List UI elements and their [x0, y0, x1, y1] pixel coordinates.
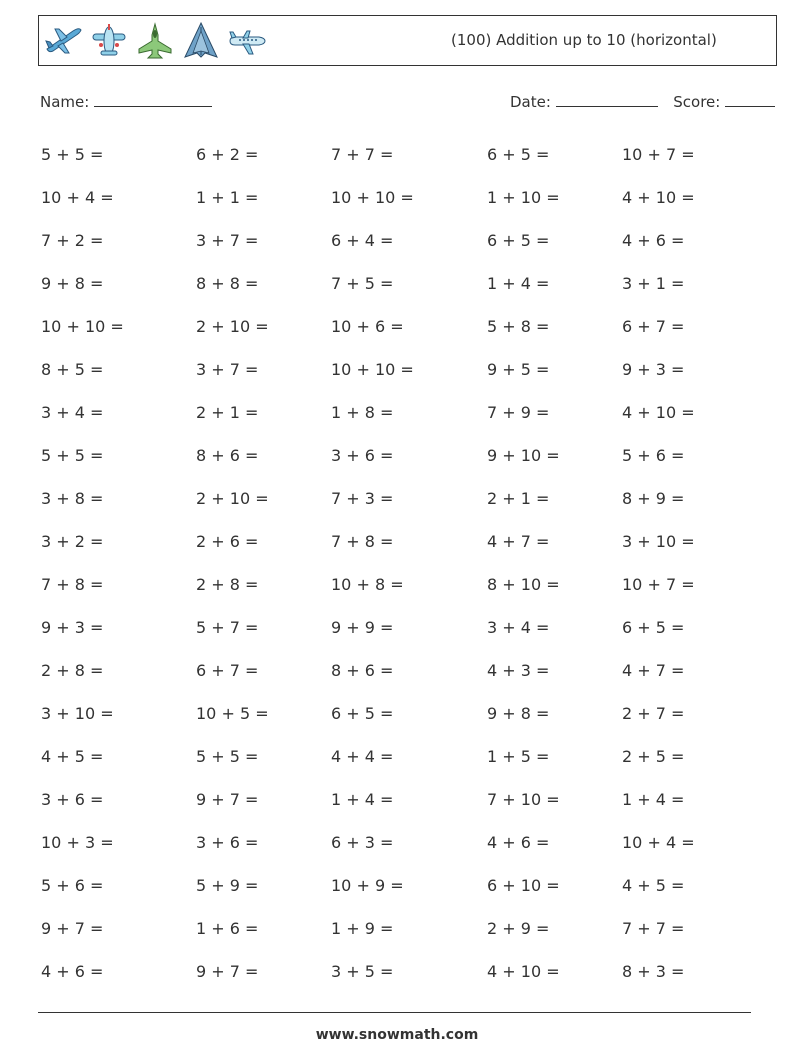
problem-r3-c5: 4 + 6 = [622, 231, 685, 250]
problem-r8-c4: 9 + 10 = [487, 446, 560, 465]
problem-r10-c5: 3 + 10 = [622, 532, 695, 551]
problem-r16-c5: 1 + 4 = [622, 790, 685, 809]
name-label: Name: [40, 93, 90, 111]
problem-r6-c1: 8 + 5 = [41, 360, 104, 379]
problem-r12-c5: 6 + 5 = [622, 618, 685, 637]
problem-r20-c2: 9 + 7 = [196, 962, 259, 981]
problem-r6-c3: 10 + 10 = [331, 360, 414, 379]
problem-r5-c3: 10 + 6 = [331, 317, 404, 336]
problem-r12-c1: 9 + 3 = [41, 618, 104, 637]
problem-r14-c3: 6 + 5 = [331, 704, 394, 723]
problem-r12-c3: 9 + 9 = [331, 618, 394, 637]
problem-r2-c2: 1 + 1 = [196, 188, 259, 207]
problem-r4-c1: 9 + 8 = [41, 274, 104, 293]
problem-r4-c4: 1 + 4 = [487, 274, 550, 293]
problem-r14-c1: 3 + 10 = [41, 704, 114, 723]
problem-r20-c5: 8 + 3 = [622, 962, 685, 981]
problem-r9-c2: 2 + 10 = [196, 489, 269, 508]
problem-r3-c4: 6 + 5 = [487, 231, 550, 250]
problem-r20-c4: 4 + 10 = [487, 962, 560, 981]
problem-r19-c1: 9 + 7 = [41, 919, 104, 938]
problem-r17-c1: 10 + 3 = [41, 833, 114, 852]
problem-r4-c3: 7 + 5 = [331, 274, 394, 293]
problem-r13-c3: 8 + 6 = [331, 661, 394, 680]
problem-r15-c4: 1 + 5 = [487, 747, 550, 766]
problem-r2-c1: 10 + 4 = [41, 188, 114, 207]
problem-r20-c1: 4 + 6 = [41, 962, 104, 981]
problem-r19-c4: 2 + 9 = [487, 919, 550, 938]
problem-r3-c2: 3 + 7 = [196, 231, 259, 250]
problem-r18-c5: 4 + 5 = [622, 876, 685, 895]
problem-r19-c2: 1 + 6 = [196, 919, 259, 938]
problem-r1-c4: 6 + 5 = [487, 145, 550, 164]
problem-r16-c1: 3 + 6 = [41, 790, 104, 809]
problem-r19-c5: 7 + 7 = [622, 919, 685, 938]
problem-r10-c1: 3 + 2 = [41, 532, 104, 551]
problem-r18-c2: 5 + 9 = [196, 876, 259, 895]
problem-r19-c3: 1 + 9 = [331, 919, 394, 938]
problem-r13-c5: 4 + 7 = [622, 661, 685, 680]
problem-r8-c3: 3 + 6 = [331, 446, 394, 465]
problem-r15-c1: 4 + 5 = [41, 747, 104, 766]
problem-r3-c1: 7 + 2 = [41, 231, 104, 250]
problem-r9-c3: 7 + 3 = [331, 489, 394, 508]
problem-r14-c2: 10 + 5 = [196, 704, 269, 723]
problem-r10-c2: 2 + 6 = [196, 532, 259, 551]
problem-r7-c2: 2 + 1 = [196, 403, 259, 422]
problem-r8-c2: 8 + 6 = [196, 446, 259, 465]
problem-r11-c3: 10 + 8 = [331, 575, 404, 594]
worksheet-title: (100) Addition up to 10 (horizontal) [451, 31, 717, 49]
problem-r14-c4: 9 + 8 = [487, 704, 550, 723]
problem-r16-c2: 9 + 7 = [196, 790, 259, 809]
problem-r17-c3: 6 + 3 = [331, 833, 394, 852]
problem-r18-c3: 10 + 9 = [331, 876, 404, 895]
problem-r1-c3: 7 + 7 = [331, 145, 394, 164]
problem-r3-c3: 6 + 4 = [331, 231, 394, 250]
problem-r20-c3: 3 + 5 = [331, 962, 394, 981]
problem-r1-c1: 5 + 5 = [41, 145, 104, 164]
problem-r9-c1: 3 + 8 = [41, 489, 104, 508]
problem-r16-c3: 1 + 4 = [331, 790, 394, 809]
problem-r17-c5: 10 + 4 = [622, 833, 695, 852]
problem-r13-c4: 4 + 3 = [487, 661, 550, 680]
problem-r1-c2: 6 + 2 = [196, 145, 259, 164]
problem-r9-c4: 2 + 1 = [487, 489, 550, 508]
problem-r16-c4: 7 + 10 = [487, 790, 560, 809]
problem-r7-c5: 4 + 10 = [622, 403, 695, 422]
problem-r13-c1: 2 + 8 = [41, 661, 104, 680]
problem-r11-c2: 2 + 8 = [196, 575, 259, 594]
problem-r11-c1: 7 + 8 = [41, 575, 104, 594]
problem-r18-c1: 5 + 6 = [41, 876, 104, 895]
problem-r7-c4: 7 + 9 = [487, 403, 550, 422]
problem-r14-c5: 2 + 7 = [622, 704, 685, 723]
problem-r2-c3: 10 + 10 = [331, 188, 414, 207]
problem-r17-c4: 4 + 6 = [487, 833, 550, 852]
footer-website: www.snowmath.com [315, 1027, 479, 1043]
problem-r10-c3: 7 + 8 = [331, 532, 394, 551]
problem-r2-c4: 1 + 10 = [487, 188, 560, 207]
problem-r15-c2: 5 + 5 = [196, 747, 259, 766]
problem-r5-c5: 6 + 7 = [622, 317, 685, 336]
problem-r11-c5: 10 + 7 = [622, 575, 695, 594]
problem-r15-c3: 4 + 4 = [331, 747, 394, 766]
problem-r2-c5: 4 + 10 = [622, 188, 695, 207]
problem-r13-c2: 6 + 7 = [196, 661, 259, 680]
date-label: Date: [510, 93, 551, 111]
problem-r18-c4: 6 + 10 = [487, 876, 560, 895]
problem-r9-c5: 8 + 9 = [622, 489, 685, 508]
problem-r4-c2: 8 + 8 = [196, 274, 259, 293]
problem-r8-c1: 5 + 5 = [41, 446, 104, 465]
problem-r4-c5: 3 + 1 = [622, 274, 685, 293]
problem-r6-c4: 9 + 5 = [487, 360, 550, 379]
problem-r5-c1: 10 + 10 = [41, 317, 124, 336]
problem-r5-c2: 2 + 10 = [196, 317, 269, 336]
problem-r12-c4: 3 + 4 = [487, 618, 550, 637]
problem-r10-c4: 4 + 7 = [487, 532, 550, 551]
problem-r7-c3: 1 + 8 = [331, 403, 394, 422]
problem-r17-c2: 3 + 6 = [196, 833, 259, 852]
problem-r6-c2: 3 + 7 = [196, 360, 259, 379]
problem-r11-c4: 8 + 10 = [487, 575, 560, 594]
footer-divider [38, 1012, 751, 1013]
problem-r5-c4: 5 + 8 = [487, 317, 550, 336]
problem-r8-c5: 5 + 6 = [622, 446, 685, 465]
problem-r6-c5: 9 + 3 = [622, 360, 685, 379]
problem-r1-c5: 10 + 7 = [622, 145, 695, 164]
score-label: Score: [673, 93, 721, 111]
problem-r15-c5: 2 + 5 = [622, 747, 685, 766]
problem-r12-c2: 5 + 7 = [196, 618, 259, 637]
problem-r7-c1: 3 + 4 = [41, 403, 104, 422]
